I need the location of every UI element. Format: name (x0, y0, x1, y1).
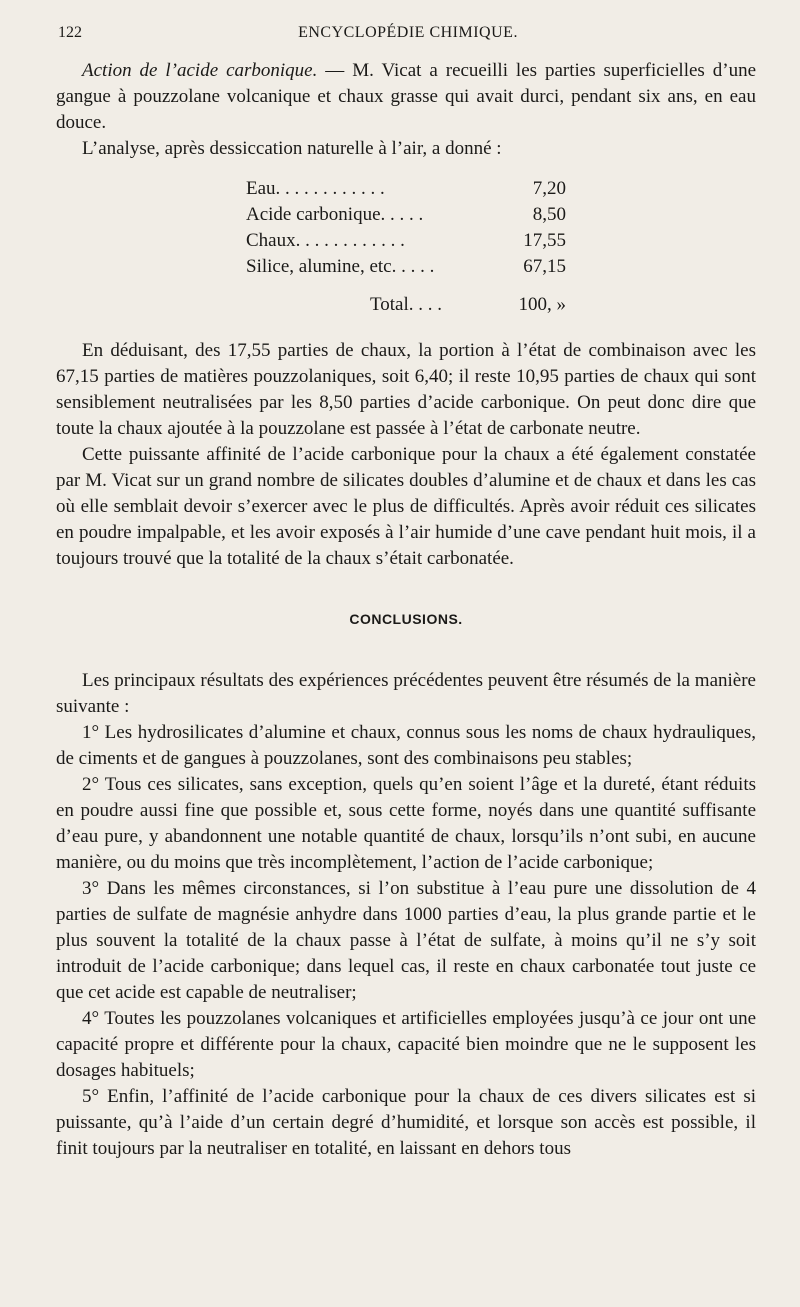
table-total (246, 292, 566, 318)
paragraph-affinity: Cette puissante affinité de l’acide carbonique pour la chaux a été également constatée par M. Vicat sur un grand nombre de silicates doubles d’alumine et de chaux et dans les cas où elle semblait devoir s’exercer avec le plus de difficultés. Après avoir réduit ces silicates en poudre impalpable, et les avoir exposés à l’air humide d’une cave pendant huit mois, il a toujours trouvé que la totalité de la chaux s’était carbonatée. (56, 444, 756, 569)
row-value: 67,15 (523, 256, 566, 277)
conclusions-intro: Les principaux résultats des expériences précédentes peuvent être résumés de la manière suivante : (56, 670, 756, 717)
row-label: Chaux. . . . . . . . . . . . (246, 230, 405, 251)
row-label: Silice, alumine, etc. . . . . (246, 256, 435, 277)
body-text (56, 58, 756, 1162)
row-value: 17,55 (523, 230, 566, 251)
conclusions-title: CONCLUSIONS. (349, 611, 463, 627)
paragraph-deduction: En déduisant, des 17,55 parties de chaux, la portion à l’état de combinaison avec les 67,15 parties de matières pouzzolaniques, soit 6,40; il reste 10,95 parties de chaux qui sont sensiblement neutralisées par les 8,50 parties d’acide carbonique. On peut donc dire que toute la chaux ajoutée à la pouzzolane est passée à l’état de carbonate neutre. (56, 340, 756, 439)
section-heading: Action de l’acide carbonique. (82, 60, 318, 81)
table-row (246, 202, 566, 228)
running-title: ENCYCLOPÉDIE CHIMIQUE. (298, 24, 518, 41)
table-row (246, 228, 566, 254)
row-label: Acide carbonique. . . . . (246, 204, 424, 225)
analysis-intro: L’analyse, après dessiccation naturelle à l’air, a donné : (82, 138, 502, 159)
conclusion-item: 3° Dans les mêmes circonstances, si l’on substitue à l’eau pure une dissolution de 4 parties de sulfate de magnésie anhydre dans 1000 parties d’eau, la plus grande partie et le plus souvent la totalité de la chaux passe à l’état de sulfate, à moins qu’il ne s’y soit introduit de l’acide carbonique; dans lequel cas, il reste en chaux carbonatée tout juste ce que cet acide est capable de neutraliser; (56, 878, 756, 1003)
conclusion-item: 2° Tous ces silicates, sans exception, quels qu’en soient l’âge et la dureté, étant réduits en poudre aussi fine que possible et, sous cette forme, noyés dans une quantité suffisante d’eau pure, y abandonnent une notable quantité de chaux, lorsqu’ils n’ont subi, en aucune manière, ou du moins que très incomplètement, l’action de l’acide carbonique; (56, 774, 756, 873)
row-value: 8,50 (532, 204, 566, 225)
table-row (246, 254, 566, 280)
table-row (246, 176, 566, 202)
conclusion-item: 4° Toutes les pouzzolanes volcaniques et artificielles employées jusqu’à ce jour ont une capacité propre et différente pour la chaux, capacité bien moindre que ne le supposent les dosages habituels; (56, 1008, 756, 1081)
row-value: 7,20 (532, 178, 566, 199)
conclusion-item: 5° Enfin, l’affinité de l’acide carbonique pour la chaux de ces divers silicates est si puissante, qu’à l’aide d’un certain degré d’humidité, et lorsque son accès est possible, il finit toujours par la neutraliser en totalité, en laissant en dehors tous (56, 1086, 756, 1159)
total-label: Total. . . . (370, 294, 443, 315)
total-value: 100, » (518, 294, 566, 315)
running-header (58, 24, 758, 50)
page-number: 122 (58, 24, 82, 41)
intro-paragraph (56, 58, 756, 136)
intro-text: — M. Vicat a recueilli les parties superficielles d’une gangue à pouzzolane volcanique et chaux grasse qui avait durci, pendant six ans, en eau douce. (56, 60, 756, 133)
row-label: Eau. . . . . . . . . . . . (246, 178, 385, 199)
analysis-table (246, 176, 566, 318)
conclusion-item: 1° Les hydrosilicates d’alumine et chaux, connus sous les noms de chaux hydrauliques, de ciments et de gangues à pouzzolanes, sont des combinaisons peu stables; (56, 722, 756, 769)
